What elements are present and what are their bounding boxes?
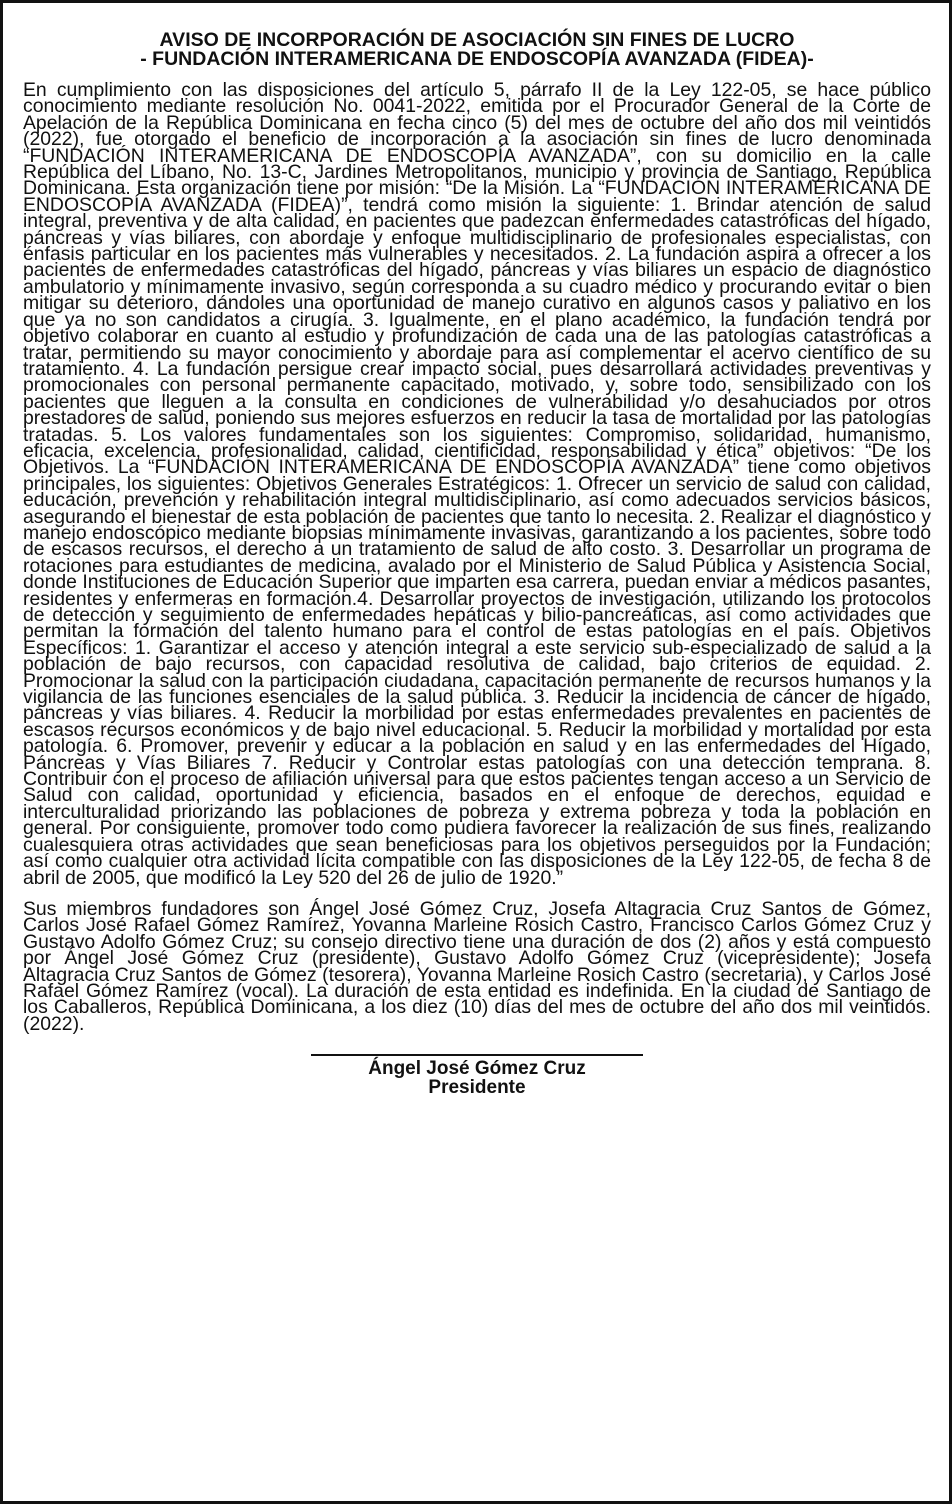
notice-title: [23, 31, 931, 69]
title-line-2: - FUNDACIÓN INTERAMERICANA DE ENDOSCOPÍA AVANZADA (FIDEA)-: [140, 48, 814, 70]
signature-line: [311, 1054, 643, 1056]
title-line-1: AVISO DE INCORPORACIÓN DE ASOCIACIÓN SIN FINES DE LUCRO: [159, 29, 795, 51]
signer-role: Presidente: [428, 1077, 526, 1099]
signature-block: [23, 1054, 931, 1097]
body-paragraph-2: Sus miembros fundadores son Ángel José Gómez Cruz, Josefa Altagracia Cruz Santos de Gómez, Carlos José Rafael Gómez Ramírez, Yovanna Marleine Rosich Castro, Francisco Carlos Gómez Cruz y Gustavo Adolfo Gómez Cruz; su consejo directivo tiene una duración de dos (2) años y está compuesto por Ángel José Gómez Cruz (presidente), Gustavo Adolfo Gómez Cruz (vicepresidente); Josefa Altagracia Cruz Santos de Gómez (tesorera), Yovanna Marleine Rosich Castro (secretaria), y Carlos José Rafael Gómez Ramírez (vocal). La duración de esta entidad es indefinida. En la ciudad de Santiago de los Caballeros, República Dominicana, a los diez (10) días del mes de octubre del año dos mil veintidós. (2022).: [23, 897, 931, 1035]
signer-name: Ángel José Gómez Cruz: [368, 1058, 586, 1080]
body-paragraph-1: En cumplimiento con las disposiciones del artículo 5, párrafo II de la Ley 122-05, se hace público conocimiento mediante resolución No. 0041-2022, emitida por el Procurador General de la Corte de Apelación de la República Dominicana en fecha cinco (5) del mes de octubre del año dos mil veintidós (2022), fue otorgado el beneficio de incorporación a la asociación sin fines de lucro denominada “FUNDACIÓN INTERAMERICANA DE ENDOSCOPÍA AVANZADA”, con su domicilio en la calle República del Líbano, No. 13-C, Jardines Metropolitanos, municipio y provincia de Santiago, República Dominicana. Esta organización tiene por misión: “De la Misión. La “FUNDACIÓN INTERAMERICANA DE ENDOSCOPÍA AVANZADA (FIDEA)”, tendrá como misión la siguiente: 1. Brindar atención de salud integral, preventiva y de alta calidad, en pacientes que padezcan enfermedades catastróficas del hígado, páncreas y vías biliares, con abordaje y enfoque multidisciplinario de profesionales especialistas, con énfasis particular en los pacientes más vulnerables y necesitados. 2. La fundación aspira a ofrecer a los pacientes de enfermedades catastróficas del hígado, páncreas y vías biliares un espacio de diagnóstico ambulatorio y mínimamente invasivo, según corresponda a su cuadro médico y procurando evitar o bien mitigar su deterioro, dándoles una oportunidad de manejo curativo en algunos casos y paliativo en los que ya no son candidatos a cirugía. 3. Igualmente, en el plano académico, la fundación tendrá por objetivo colaborar en cuanto al estudio y profundización de cada una de las patologías catastróficas a tratar, permitiendo su mayor conocimiento y abordaje para así complementar el acervo científico de su tratamiento. 4. La fundación persigue crear impacto social, pues desarrollará actividades preventivas y promocionales con personal permanente capacitado, motivado, y, sobre todo, sensibilizado con los pacientes que lleguen a la consulta en condiciones de vulnerabilidad y/o desahuciados por otros prestadores de salud, poniendo sus mejores esfuerzos en reducir la tasa de mortalidad por las patologías tratadas. 5. Los valores fundamentales son los siguientes: Compromiso, solidaridad, humanismo, eficacia, excelencia, profesionalidad, calidad, cientificidad, responsabilidad y ética” objetivos: “De los Objetivos. La “FUNDACIÓN INTERAMERICANA DE ENDOSCOPÍA AVANZADA” tiene como objetivos principales, los siguientes: Objetivos Generales Estratégicos: 1. Ofrecer un servicio de salud con calidad, educación, prevención y rehabilitación integral multidisciplinario, así como adecuados servicios básicos, asegurando el bienestar de esta población de pacientes que tanto lo necesita. 2. Realizar el diagnóstico y manejo endoscópico mediante biopsias mínimamente invasivas, garantizando a los pacientes, sobre todo de escasos recursos, el derecho a un tratamiento de salud de alto costo. 3. Desarrollar un programa de rotaciones para estudiantes de medicina, avalado por el Ministerio de Salud Pública y Asistencia Social, donde Instituciones de Educación Superior que imparten esa carrera, puedan enviar a médicos pasantes, residentes y enfermeras en formación.4. Desarrollar proyectos de investigación, utilizando los protocolos de detección y seguimiento de enfermedades hepáticas y bilio-pancreáticas, así como actividades que permitan la formación del talento humano para el control de estas patologías en el país. Objetivos Específicos: 1. Garantizar el acceso y atención integral a este servicio sub-especializado de salud a la población de bajo recursos, con capacidad resolutiva de calidad, bajo criterios de equidad. 2. Promocionar la salud con la participación ciudadana, capacitación permanente de recursos humanos y la vigilancia de las funciones esenciales de la salud pública. 3. Reducir la incidencia de cáncer de hígado, páncreas y vías biliares. 4. Reducir la morbilidad por estas enfermedades prevalentes en pacientes de escasos recursos económicos y de bajo nivel educacional. 5. Reducir la morbilidad y mortalidad por esta patología. 6. Promover, prevenir y educar a la población en salud y en las enfermedades del Hígado, Páncreas y Vías Biliares 7. Reducir y Controlar estas patologías con una detección temprana. 8. Contribuir con el proceso de afiliación universal para que estos pacientes tengan acceso a un Servicio de Salud con calidad, oportunidad y eficiencia, basados en el enfoque de derechos, equidad e interculturalidad priorizando las poblaciones de pobreza y extrema pobreza y toda la población en general. Por consiguiente, promover todo como pudiera favorecer la realización de sus fines, realizando cualesquiera otras actividades que sean beneficiosas para los objetivos perseguidos por la Fundación; así como cualquier otra actividad lícita compatible con las disposiciones de la Ley 122-05, de fecha 8 de abril de 2005, que modificó la Ley 520 del 26 de julio de 1920.”: [23, 79, 931, 889]
